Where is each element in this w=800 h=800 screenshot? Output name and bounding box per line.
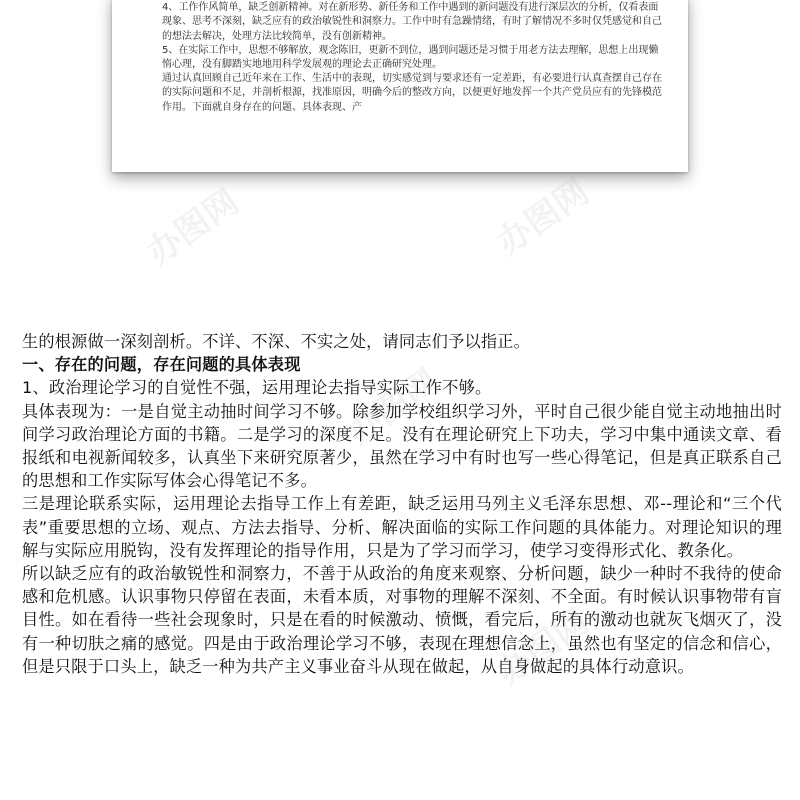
document-body — [22, 330, 782, 678]
body-paragraph: 1、政治理论学习的自觉性不强，运用理论去指导实际工作不够。 — [22, 378, 492, 398]
body-paragraph: 所以缺乏应有的政治敏锐性和洞察力，不善于从政治的角度来观察、分析问题，缺少一种时不我待的使命感和危机感。认识事物只停留在表面，未看本质，对事物的理解不深刻、不全面。有时候认识事物带有盲目性。如在看待一些社会现象时，只是在看的时候激动、愤慨，看完后，所有的激动也就灰飞烟灭了，没有一种切肤之痛的感觉。四是由于政治理论学习不够，表现在理想信念上，虽然也有坚定的信念和信心，但是只限于口头上，缺乏一种为共产主义事业奋斗从现在做起，从自身做起的具体行动意识。 — [22, 564, 782, 676]
watermark: 办图网 — [489, 601, 597, 694]
body-paragraph: 生的根源做一深刻剖析。不详、不深、不实之处，请同志们予以指正。 — [22, 332, 531, 351]
section-heading: 一、存在的问题，存在问题的具体表现 — [22, 355, 301, 375]
preview-area — [0, 0, 800, 318]
preview-paragraph: 5、在实际工作中，思想不够解放，观念陈旧，更新不到位，遇到问题还是习惯于用老方法去理解，思想上出现懒惰心理，没有脚踏实地地用科学发展观的理论去正确研究处理。 — [162, 44, 659, 71]
document-preview-card — [112, 0, 688, 172]
watermark: 办图网 — [339, 361, 447, 454]
watermark: 办图网 — [139, 181, 247, 274]
watermark: 办图网 — [489, 171, 597, 264]
preview-paragraph: 通过认真回顾自己近年来在工作、生活中的表现，切实感觉到与要求还有一定差距，有必要进行认真查摆自己存在的实际问题和不足，并剖析根源，找准原因，明确今后的整改方向，以便更好地发挥一个共产党员应有的先锋模范作用。下面就自身存在的问题、具体表现、产 — [162, 73, 662, 113]
preview-paragraph: 4、工作作风简单，缺乏创新精神。对在新形势、新任务和工作中遇到的新问题没有进行深层次的分析，仅看表面现象、思考不深刻，缺乏应有的政治敏锐性和洞察力。工作中时有急躁情绪，有时了解情况不多时仅凭感觉和自己的想法去解决，处理方法比较简单，没有创新精神。 — [162, 2, 662, 42]
body-paragraph: 具体表现为：一是自觉主动抽时间学习不够。除参加学校组织学习外，平时自己很少能自觉主动地抽出时间学习政治理论方面的书籍。二是学习的深度不足。没有在理论研究上下功夫，学习中集中通读文章、看报纸和电视新闻较多，认真坐下来研究原著少，虽然在学习中有时也写一些心得笔记，但是真正联系自己的思想和工作实际写体会心得笔记不多。 — [22, 401, 782, 491]
preview-text — [162, 0, 662, 115]
body-paragraph: 三是理论联系实际，运用理论去指导工作上有差距，缺乏运用马列主义毛泽东思想、邓--理论和“三个代表”重要思想的立场、观点、方法去指导、分析、解决面临的实际工作问题的具体能力。对理论知识的理解与实际应用脱钩，没有发挥理论的指导作用，只是为了学习而学习，使学习变得形式化、教条化。 — [22, 494, 782, 560]
